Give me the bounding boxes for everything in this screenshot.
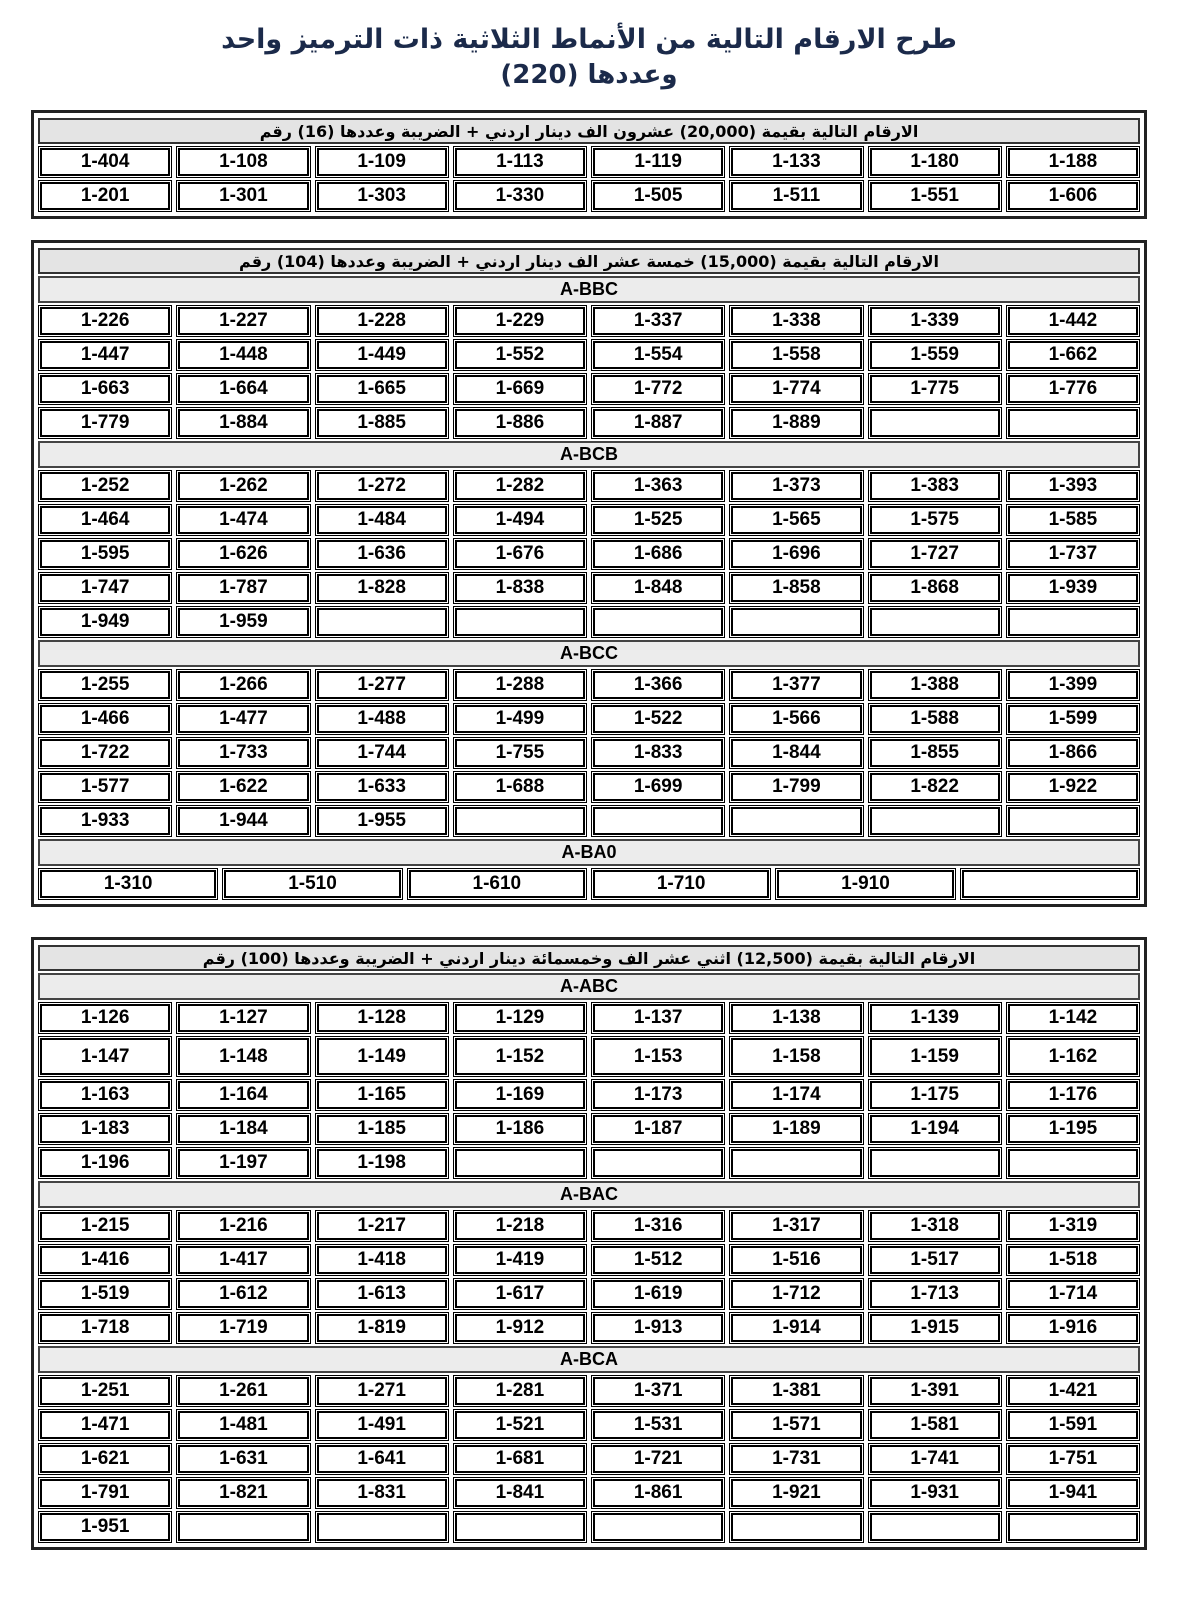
number-cell: 1-215 [40,1212,170,1240]
number-cell: 1-217 [317,1212,447,1240]
number-cell: 1-271 [317,1377,447,1405]
number-cell: 1-175 [870,1081,1000,1109]
table-row [38,180,1140,212]
number-cell: 1-159 [870,1038,1000,1075]
number-cell: 1-755 [455,739,585,767]
number-cell: 1-887 [593,409,723,437]
number-cell: 1-449 [317,341,447,369]
number-cell: 1-944 [178,807,308,835]
number-cell: 1-226 [40,307,170,335]
number-cell: 1-149 [317,1038,447,1075]
number-cell: 1-139 [870,1004,1000,1032]
number-cell: 1-377 [731,671,861,699]
number-cell: 1-338 [731,307,861,335]
price-section-15000 [31,240,1147,907]
number-cell: 1-152 [455,1038,585,1075]
number-cell: 1-955 [317,807,447,835]
number-cell: 1-201 [40,182,170,210]
number-cell: 1-113 [455,148,585,176]
number-cell: 1-162 [1008,1038,1138,1075]
number-cell: 1-819 [317,1314,447,1342]
number-cell: 1-371 [593,1377,723,1405]
number-cell: 1-868 [870,574,1000,602]
number-cell: 1-848 [593,574,723,602]
number-cell: 1-186 [455,1115,585,1143]
number-cell: 1-566 [731,705,861,733]
table-row [38,1278,1140,1310]
number-cell: 1-581 [870,1411,1000,1439]
number-cell: 1-747 [40,574,170,602]
price-section-12500 [31,937,1147,1550]
number-cell: 1-664 [178,375,308,403]
number-cell: 1-913 [593,1314,723,1342]
number-cell: 1-142 [1008,1004,1138,1032]
number-cell: 1-464 [40,506,170,534]
number-cell: 1-381 [731,1377,861,1405]
table-row [38,1443,1140,1475]
number-cell: 1-488 [317,705,447,733]
group-label-a-abc: A-ABC [38,973,1140,1000]
number-cell: 1-626 [178,540,308,568]
number-cell: 1-599 [1008,705,1138,733]
table-row [38,146,1140,178]
table-row [38,339,1140,371]
number-cell: 1-910 [777,870,953,898]
number-cell: 1-831 [317,1479,447,1507]
number-cell: 1-914 [731,1314,861,1342]
number-cell: 1-722 [40,739,170,767]
number-cell: 1-272 [317,472,447,500]
number-cell: 1-419 [455,1246,585,1274]
number-cell: 1-710 [593,870,769,898]
page-title [0,22,1178,92]
table-row [38,407,1140,439]
number-cell: 1-741 [870,1445,1000,1473]
number-cell: 1-319 [1008,1212,1138,1240]
number-cell: 1-491 [317,1411,447,1439]
number-cell: 1-442 [1008,307,1138,335]
table-row [38,1244,1140,1276]
number-cell: 1-173 [593,1081,723,1109]
number-cell [1008,1513,1138,1541]
number-cell: 1-519 [40,1280,170,1308]
number-cell: 1-833 [593,739,723,767]
number-cell: 1-621 [40,1445,170,1473]
table-row [38,1511,1140,1543]
number-cell: 1-164 [178,1081,308,1109]
number-cell: 1-448 [178,341,308,369]
group-label-a-bca: A-BCA [38,1346,1140,1373]
number-cell: 1-779 [40,409,170,437]
number-cell: 1-774 [731,375,861,403]
number-cell: 1-719 [178,1314,308,1342]
number-cell: 1-517 [870,1246,1000,1274]
number-cell: 1-281 [455,1377,585,1405]
table-row [38,669,1140,701]
number-cell [317,608,447,636]
group-label-a-bcb: A-BCB [38,441,1140,468]
number-cell: 1-512 [593,1246,723,1274]
table-row [38,703,1140,735]
number-cell: 1-499 [455,705,585,733]
table-row [38,1147,1140,1179]
number-cell: 1-198 [317,1149,447,1177]
number-cell: 1-169 [455,1081,585,1109]
number-cell: 1-197 [178,1149,308,1177]
number-cell: 1-939 [1008,574,1138,602]
number-cell: 1-521 [455,1411,585,1439]
number-cell: 1-525 [593,506,723,534]
number-cell: 1-663 [40,375,170,403]
number-cell: 1-591 [1008,1411,1138,1439]
number-cell: 1-662 [1008,341,1138,369]
number-cell: 1-727 [870,540,1000,568]
number-cell: 1-195 [1008,1115,1138,1143]
number-cell: 1-176 [1008,1081,1138,1109]
number-cell: 1-886 [455,409,585,437]
price-section-20000 [31,110,1147,219]
number-cell: 1-941 [1008,1479,1138,1507]
number-cell: 1-484 [317,506,447,534]
table-row [38,470,1140,502]
title-line-1: طرح الارقام التالية من الأنماط الثلاثية ذات الترميز واحد [221,24,957,55]
number-cell: 1-471 [40,1411,170,1439]
number-cell: 1-665 [317,375,447,403]
number-cell: 1-363 [593,472,723,500]
number-cell: 1-669 [455,375,585,403]
number-cell: 1-889 [731,409,861,437]
number-cell: 1-713 [870,1280,1000,1308]
number-cell: 1-216 [178,1212,308,1240]
number-cell: 1-266 [178,671,308,699]
number-cell: 1-510 [224,870,400,898]
number-cell [455,1513,585,1541]
number-cell [593,608,723,636]
table-row [38,373,1140,405]
number-cell: 1-138 [731,1004,861,1032]
number-cell [1008,608,1138,636]
number-cell: 1-751 [1008,1445,1138,1473]
number-cell: 1-163 [40,1081,170,1109]
number-cell: 1-184 [178,1115,308,1143]
number-cell: 1-688 [455,773,585,801]
number-cell: 1-228 [317,307,447,335]
section-header: الارقام التالية بقيمة (20,000) عشرون الف دينار اردني + الضريبة وعددها (16) رقم [38,118,1140,144]
number-cell [731,807,861,835]
table-row [38,504,1140,536]
table-row [38,805,1140,837]
number-cell: 1-262 [178,472,308,500]
number-cell: 1-912 [455,1314,585,1342]
number-cell: 1-474 [178,506,308,534]
number-cell [870,1513,1000,1541]
number-cell [1008,409,1138,437]
number-cell [593,807,723,835]
number-cell: 1-481 [178,1411,308,1439]
number-cell: 1-194 [870,1115,1000,1143]
number-cell: 1-416 [40,1246,170,1274]
number-cell [593,1513,723,1541]
number-cell: 1-505 [593,182,723,210]
number-cell: 1-126 [40,1004,170,1032]
number-cell [455,1149,585,1177]
number-cell: 1-775 [870,375,1000,403]
number-cell: 1-619 [593,1280,723,1308]
number-cell: 1-531 [593,1411,723,1439]
number-cell: 1-559 [870,341,1000,369]
number-cell: 1-339 [870,307,1000,335]
number-cell: 1-737 [1008,540,1138,568]
number-cell: 1-108 [178,148,308,176]
number-cell: 1-633 [317,773,447,801]
number-cell: 1-931 [870,1479,1000,1507]
number-cell: 1-466 [40,705,170,733]
number-cell: 1-511 [731,182,861,210]
number-cell: 1-585 [1008,506,1138,534]
group-label-a-bbc: A-BBC [38,276,1140,303]
number-cell: 1-165 [317,1081,447,1109]
number-cell: 1-885 [317,409,447,437]
number-cell [593,1149,723,1177]
number-cell: 1-129 [455,1004,585,1032]
group-label-a-ba0: A-BA0 [38,839,1140,866]
number-cell [731,1149,861,1177]
number-cell: 1-731 [731,1445,861,1473]
number-cell: 1-606 [1008,182,1138,210]
table-row [38,737,1140,769]
number-cell: 1-855 [870,739,1000,767]
number-cell: 1-866 [1008,739,1138,767]
table-row [38,1477,1140,1509]
number-cell: 1-841 [455,1479,585,1507]
number-cell: 1-636 [317,540,447,568]
number-cell: 1-858 [731,574,861,602]
number-cell: 1-183 [40,1115,170,1143]
number-cell: 1-158 [731,1038,861,1075]
number-cell: 1-696 [731,540,861,568]
number-cell: 1-119 [593,148,723,176]
number-cell [870,807,1000,835]
number-cell [455,608,585,636]
table-row [38,572,1140,604]
number-cell: 1-699 [593,773,723,801]
number-cell: 1-838 [455,574,585,602]
number-cell [870,409,1000,437]
number-cell: 1-571 [731,1411,861,1439]
table-row [38,1375,1140,1407]
table-row [38,1409,1140,1441]
number-cell: 1-189 [731,1115,861,1143]
number-cell [870,608,1000,636]
number-cell: 1-399 [1008,671,1138,699]
number-cell: 1-552 [455,341,585,369]
number-cell: 1-828 [317,574,447,602]
number-cell: 1-744 [317,739,447,767]
number-cell: 1-686 [593,540,723,568]
number-cell: 1-610 [409,870,585,898]
number-cell: 1-558 [731,341,861,369]
number-cell: 1-133 [731,148,861,176]
number-cell [455,807,585,835]
group-label-a-bcc: A-BCC [38,640,1140,667]
number-cell: 1-330 [455,182,585,210]
number-cell: 1-595 [40,540,170,568]
number-cell: 1-551 [870,182,1000,210]
number-cell: 1-261 [178,1377,308,1405]
number-cell [731,1513,861,1541]
number-cell: 1-821 [178,1479,308,1507]
number-cell: 1-516 [731,1246,861,1274]
number-cell: 1-318 [870,1212,1000,1240]
number-cell: 1-288 [455,671,585,699]
number-cell: 1-366 [593,671,723,699]
number-cell [731,608,861,636]
number-cell: 1-255 [40,671,170,699]
number-cell: 1-404 [40,148,170,176]
number-cell: 1-949 [40,608,170,636]
table-row [38,1002,1140,1034]
number-cell: 1-522 [593,705,723,733]
number-cell: 1-316 [593,1212,723,1240]
number-cell: 1-417 [178,1246,308,1274]
number-cell: 1-180 [870,148,1000,176]
number-cell: 1-612 [178,1280,308,1308]
number-cell: 1-282 [455,472,585,500]
number-cell: 1-951 [40,1513,170,1541]
number-cell: 1-301 [178,182,308,210]
number-cell [870,1149,1000,1177]
number-cell: 1-676 [455,540,585,568]
number-cell: 1-799 [731,773,861,801]
number-cell: 1-421 [1008,1377,1138,1405]
number-cell: 1-229 [455,307,585,335]
table-row [38,1079,1140,1111]
number-cell: 1-251 [40,1377,170,1405]
number-cell: 1-174 [731,1081,861,1109]
number-cell: 1-418 [317,1246,447,1274]
number-cell [317,1513,447,1541]
number-cell: 1-959 [178,608,308,636]
number-cell: 1-575 [870,506,1000,534]
number-cell: 1-861 [593,1479,723,1507]
number-cell: 1-227 [178,307,308,335]
number-cell: 1-588 [870,705,1000,733]
number-cell: 1-277 [317,671,447,699]
group-label-a-bac: A-BAC [38,1181,1140,1208]
number-cell: 1-127 [178,1004,308,1032]
number-cell [178,1513,308,1541]
number-cell: 1-373 [731,472,861,500]
number-cell: 1-733 [178,739,308,767]
number-cell: 1-187 [593,1115,723,1143]
number-cell: 1-721 [593,1445,723,1473]
table-row [38,606,1140,638]
number-cell: 1-147 [40,1038,170,1075]
number-cell: 1-641 [317,1445,447,1473]
number-cell: 1-622 [178,773,308,801]
number-cell: 1-391 [870,1377,1000,1405]
number-cell [1008,807,1138,835]
section-header: الارقام التالية بقيمة (15,000) خمسة عشر الف دينار اردني + الضريبة وعددها (104) رقم [38,248,1140,274]
number-cell: 1-188 [1008,148,1138,176]
number-cell: 1-922 [1008,773,1138,801]
number-cell: 1-772 [593,375,723,403]
number-cell: 1-631 [178,1445,308,1473]
number-cell: 1-844 [731,739,861,767]
number-cell: 1-921 [731,1479,861,1507]
number-cell: 1-310 [40,870,216,898]
number-cell: 1-252 [40,472,170,500]
number-cell: 1-565 [731,506,861,534]
number-cell: 1-196 [40,1149,170,1177]
number-cell: 1-393 [1008,472,1138,500]
number-cell: 1-617 [455,1280,585,1308]
table-row [38,1210,1140,1242]
number-cell: 1-577 [40,773,170,801]
number-cell: 1-303 [317,182,447,210]
number-cell: 1-518 [1008,1246,1138,1274]
number-cell: 1-109 [317,148,447,176]
number-cell: 1-787 [178,574,308,602]
section-header: الارقام التالية بقيمة (12,500) اثني عشر الف وخمسمائة دينار اردني + الضريبة وعددها (100) رقم [38,945,1140,971]
number-cell: 1-317 [731,1212,861,1240]
number-cell: 1-884 [178,409,308,437]
number-cell: 1-933 [40,807,170,835]
number-cell: 1-383 [870,472,1000,500]
number-cell: 1-822 [870,773,1000,801]
number-cell: 1-185 [317,1115,447,1143]
table-row [38,538,1140,570]
number-cell: 1-477 [178,705,308,733]
table-row [38,868,1140,900]
number-cell: 1-148 [178,1038,308,1075]
table-row [38,771,1140,803]
number-cell: 1-714 [1008,1280,1138,1308]
number-cell: 1-337 [593,307,723,335]
table-row [38,1113,1140,1145]
number-cell [1008,1149,1138,1177]
number-cell: 1-916 [1008,1314,1138,1342]
number-cell: 1-388 [870,671,1000,699]
number-cell: 1-494 [455,506,585,534]
number-cell: 1-218 [455,1212,585,1240]
number-cell: 1-554 [593,341,723,369]
number-cell: 1-791 [40,1479,170,1507]
number-cell [962,870,1138,898]
number-cell: 1-915 [870,1314,1000,1342]
number-cell: 1-137 [593,1004,723,1032]
table-row [38,305,1140,337]
number-cell: 1-681 [455,1445,585,1473]
number-cell: 1-718 [40,1314,170,1342]
table-row [38,1312,1140,1344]
number-cell: 1-153 [593,1038,723,1075]
number-cell: 1-128 [317,1004,447,1032]
title-line-2: وعددها (220) [500,60,678,90]
number-cell: 1-712 [731,1280,861,1308]
number-cell: 1-776 [1008,375,1138,403]
number-cell: 1-447 [40,341,170,369]
number-cell: 1-613 [317,1280,447,1308]
table-row [38,1036,1140,1077]
